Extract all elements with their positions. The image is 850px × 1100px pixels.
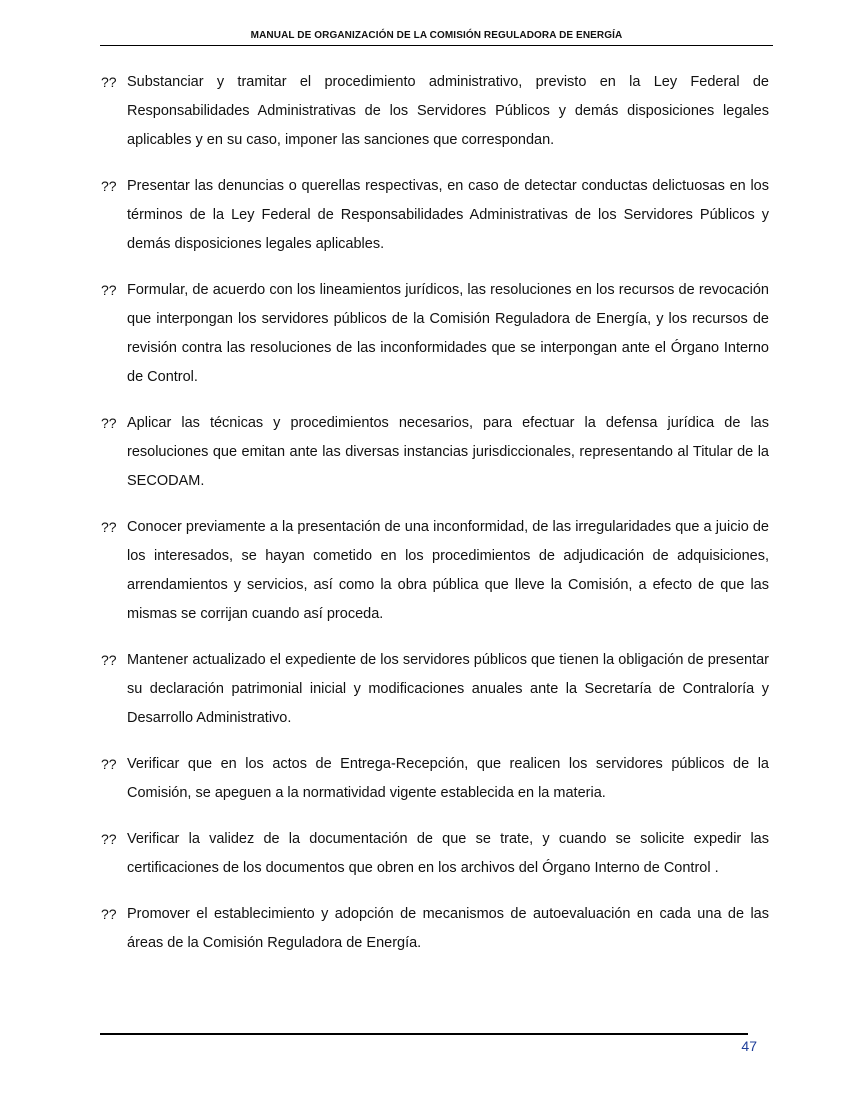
list-item [101,172,769,259]
list-item-text: Conocer previamente a la presentación de una inconformidad, de las irregularidades que a juicio de los interesados, se hayan cometido en los procedimientos de adjudicación de adquisiciones, arrendamientos y servicios, así como la obra pública que lleve la Comisión, a efecto de que las mismas se corrijan cuando así proceda. [127,519,769,622]
bullet-marker: ?? [101,282,117,298]
list-item [101,750,769,808]
list-item-text: Substanciar y tramitar el procedimiento administrativo, previsto en la Ley Federal de Responsabilidades Administrativas de los Servidores Públicos y demás disposiciones legales aplicables y en su caso, imponer las sanciones que correspondan. [127,74,769,148]
list-item-text: Mantener actualizado el expediente de los servidores públicos que tienen la obligación de presentar su declaración patrimonial inicial y modificaciones anuales ante la Secretaría de Contraloría y Desarrollo Administrativo. [127,652,769,726]
list-item-text: Verificar la validez de la documentación de que se trate, y cuando se solicite expedir las certificaciones de los documentos que obren en los archivos del Órgano Interno de Control . [127,831,769,876]
list-item [101,68,769,155]
list-item [101,900,769,958]
list-item [101,825,769,883]
list-item [101,513,769,629]
page-header-title: MANUAL DE ORGANIZACIÓN DE LA COMISIÓN REGULADORA DE ENERGÍA [250,30,623,41]
list-item [101,409,769,496]
list-item-text: Presentar las denuncias o querellas respectivas, en caso de detectar conductas delictuosas en los términos de la Ley Federal de Responsabilidades Administrativas de los Servidores Públicos y demás disposiciones legales aplicables. [127,178,769,252]
footer-divider [100,1033,748,1035]
list-item-text: Promover el establecimiento y adopción de mecanismos de autoevaluación en cada una de las áreas de la Comisión Reguladora de Energía. [127,906,769,951]
list-item-text: Formular, de acuerdo con los lineamientos jurídicos, las resoluciones en los recursos de revocación que interpongan los servidores públicos de la Comisión Reguladora de Energía, y los recursos de revisión contra las resoluciones de las inconformidades que se interpongan ante el Órgano Interno de Control. [127,282,769,385]
list-item [101,276,769,392]
list-item-text: Aplicar las técnicas y procedimientos necesarios, para efectuar la defensa jurídica de las resoluciones que emitan ante las diversas instancias jurisdiccionales, representando al Titular de la SECODAM. [127,415,769,489]
function-list [101,68,769,975]
list-item-text: Verificar que en los actos de Entrega-Recepción, que realicen los servidores públicos de la Comisión, se apeguen a la normatividad vigente establecida en la materia. [127,756,769,801]
header-divider [100,45,773,46]
bullet-marker: ?? [101,906,117,922]
list-item [101,646,769,733]
bullet-marker: ?? [101,415,117,431]
bullet-marker: ?? [101,74,117,90]
bullet-marker: ?? [101,519,117,535]
bullet-marker: ?? [101,831,117,847]
bullet-marker: ?? [101,178,117,194]
bullet-marker: ?? [101,756,117,772]
bullet-marker: ?? [101,652,117,668]
page-number: 47 [741,1038,757,1054]
